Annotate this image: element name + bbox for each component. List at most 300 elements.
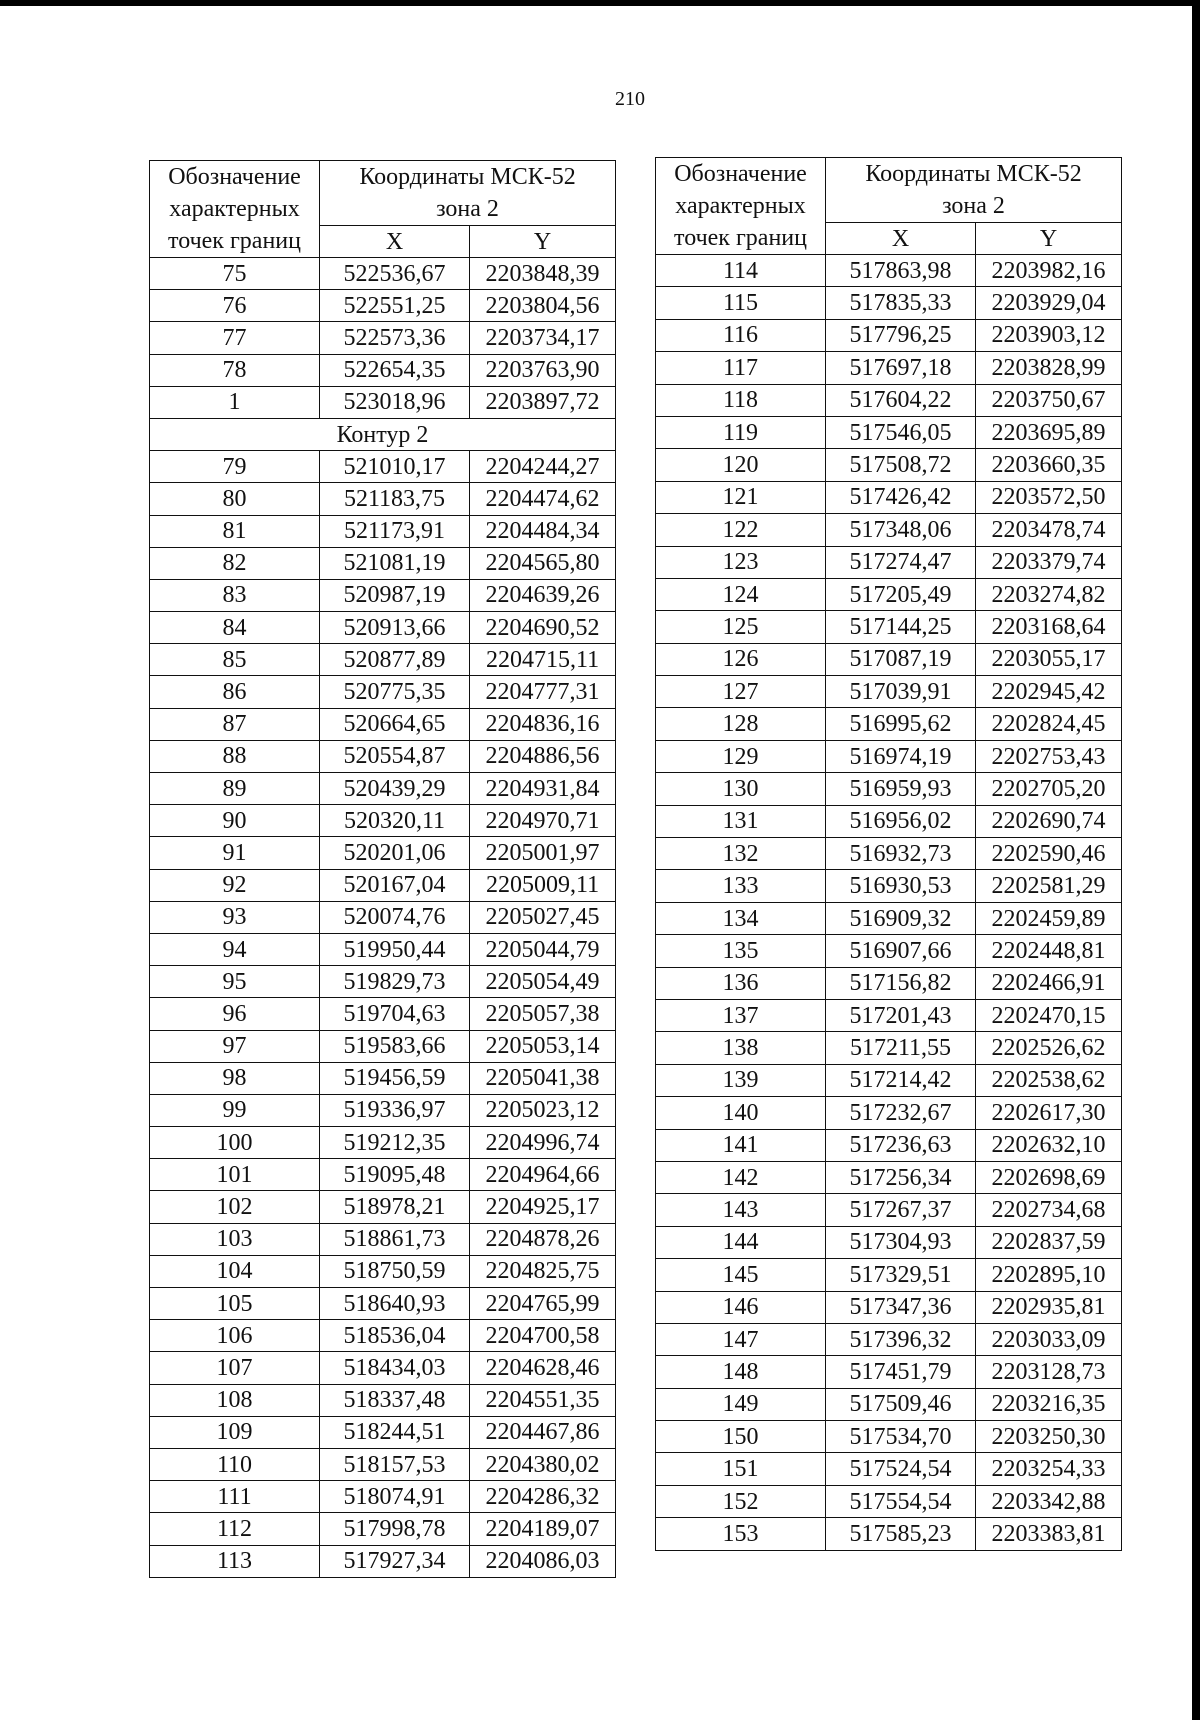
x-coordinate-cell: 516930,53 <box>826 870 976 902</box>
y-coordinate-cell: 2205053,14 <box>470 1030 616 1062</box>
y-coordinate-cell: 2203734,17 <box>470 322 616 354</box>
point-id-cell: 121 <box>656 481 826 513</box>
y-coordinate-cell: 2203216,35 <box>976 1388 1122 1420</box>
x-coordinate-cell: 522654,35 <box>320 354 470 386</box>
page-frame-right <box>1192 0 1200 1720</box>
y-coordinate-cell: 2204964,66 <box>470 1159 616 1191</box>
point-id-cell: 130 <box>656 773 826 805</box>
x-coordinate-cell: 517524,54 <box>826 1453 976 1485</box>
y-coordinate-cell: 2204474,62 <box>470 483 616 515</box>
y-coordinate-cell: 2204825,75 <box>470 1255 616 1287</box>
y-coordinate-cell: 2205057,38 <box>470 998 616 1030</box>
table-row <box>150 483 616 515</box>
header-y: Y <box>470 226 616 258</box>
header-point-label: Обозначение характерных точек границ <box>150 161 320 258</box>
y-coordinate-cell: 2203168,64 <box>976 611 1122 643</box>
point-id-cell: 106 <box>150 1320 320 1352</box>
point-id-cell: 86 <box>150 676 320 708</box>
coordinates-table-right <box>655 157 1122 1551</box>
x-coordinate-cell: 519583,66 <box>320 1030 470 1062</box>
point-id-cell: 83 <box>150 579 320 611</box>
point-id-cell: 98 <box>150 1062 320 1094</box>
table-row <box>656 1226 1122 1258</box>
table-row <box>150 708 616 740</box>
point-id-cell: 136 <box>656 967 826 999</box>
point-id-cell: 120 <box>656 449 826 481</box>
point-id-cell: 119 <box>656 416 826 448</box>
table-row <box>656 1064 1122 1096</box>
x-coordinate-cell: 518157,53 <box>320 1448 470 1480</box>
x-coordinate-cell: 516974,19 <box>826 740 976 772</box>
x-coordinate-cell: 517396,32 <box>826 1323 976 1355</box>
table-row <box>656 1518 1122 1550</box>
point-id-cell: 145 <box>656 1259 826 1291</box>
y-coordinate-cell: 2203033,09 <box>976 1323 1122 1355</box>
table-row <box>150 1288 616 1320</box>
x-coordinate-cell: 518244,51 <box>320 1416 470 1448</box>
y-coordinate-cell: 2203128,73 <box>976 1356 1122 1388</box>
table-row <box>656 902 1122 934</box>
x-coordinate-cell: 517236,63 <box>826 1129 976 1161</box>
point-id-cell: 94 <box>150 933 320 965</box>
table-row <box>150 1416 616 1448</box>
x-coordinate-cell: 517087,19 <box>826 643 976 675</box>
point-id-cell: 126 <box>656 643 826 675</box>
table-row <box>150 1030 616 1062</box>
table-row <box>656 838 1122 870</box>
x-coordinate-cell: 517508,72 <box>826 449 976 481</box>
table-row <box>656 255 1122 287</box>
page-number: 210 <box>615 88 645 110</box>
table-row <box>656 805 1122 837</box>
table-row <box>150 998 616 1030</box>
point-id-cell: 101 <box>150 1159 320 1191</box>
table-row <box>150 644 616 676</box>
point-id-cell: 95 <box>150 966 320 998</box>
point-id-cell: 109 <box>150 1416 320 1448</box>
x-coordinate-cell: 517144,25 <box>826 611 976 643</box>
point-id-cell: 93 <box>150 901 320 933</box>
y-coordinate-cell: 2203572,50 <box>976 481 1122 513</box>
table-row <box>150 1094 616 1126</box>
table-row <box>656 1485 1122 1517</box>
y-coordinate-cell: 2204380,02 <box>470 1448 616 1480</box>
table-row <box>656 1161 1122 1193</box>
table-row <box>150 515 616 547</box>
x-coordinate-cell: 521081,19 <box>320 547 470 579</box>
x-coordinate-cell: 517039,91 <box>826 676 976 708</box>
table-row <box>150 1513 616 1545</box>
y-coordinate-cell: 2202470,15 <box>976 999 1122 1031</box>
y-coordinate-cell: 2202466,91 <box>976 967 1122 999</box>
x-coordinate-cell: 517156,82 <box>826 967 976 999</box>
x-coordinate-cell: 519704,63 <box>320 998 470 1030</box>
table-row <box>656 416 1122 448</box>
y-coordinate-cell: 2204996,74 <box>470 1127 616 1159</box>
table-row <box>656 1194 1122 1226</box>
table-row <box>150 966 616 998</box>
y-coordinate-cell: 2203897,72 <box>470 386 616 418</box>
table-row <box>656 1291 1122 1323</box>
y-coordinate-cell: 2205054,49 <box>470 966 616 998</box>
y-coordinate-cell: 2203695,89 <box>976 416 1122 448</box>
table-body-right <box>656 255 1122 1551</box>
table-row <box>656 1032 1122 1064</box>
y-coordinate-cell: 2203383,81 <box>976 1518 1122 1550</box>
y-coordinate-cell: 2203660,35 <box>976 449 1122 481</box>
table-row <box>656 740 1122 772</box>
x-coordinate-cell: 518861,73 <box>320 1223 470 1255</box>
contour-row <box>150 418 616 450</box>
table-row <box>656 319 1122 351</box>
x-coordinate-cell: 517347,36 <box>826 1291 976 1323</box>
x-coordinate-cell: 518337,48 <box>320 1384 470 1416</box>
x-coordinate-cell: 517863,98 <box>826 255 976 287</box>
table-row <box>656 1129 1122 1161</box>
point-id-cell: 129 <box>656 740 826 772</box>
point-id-cell: 139 <box>656 1064 826 1096</box>
table-row <box>656 935 1122 967</box>
header-coordinates-label: Координаты МСК-52 зона 2 <box>320 161 616 226</box>
point-id-cell: 91 <box>150 837 320 869</box>
table-row <box>656 967 1122 999</box>
y-coordinate-cell: 2204484,34 <box>470 515 616 547</box>
point-id-cell: 82 <box>150 547 320 579</box>
point-id-cell: 143 <box>656 1194 826 1226</box>
point-id-cell: 90 <box>150 805 320 837</box>
y-coordinate-cell: 2202837,59 <box>976 1226 1122 1258</box>
y-coordinate-cell: 2203763,90 <box>470 354 616 386</box>
point-id-cell: 131 <box>656 805 826 837</box>
table-row <box>656 514 1122 546</box>
x-coordinate-cell: 520320,11 <box>320 805 470 837</box>
table-row <box>150 1062 616 1094</box>
point-id-cell: 107 <box>150 1352 320 1384</box>
table-body-left <box>150 258 616 1578</box>
x-coordinate-cell: 518434,03 <box>320 1352 470 1384</box>
x-coordinate-cell: 520913,66 <box>320 612 470 644</box>
x-coordinate-cell: 518750,59 <box>320 1255 470 1287</box>
x-coordinate-cell: 520987,19 <box>320 579 470 611</box>
header-x: X <box>320 226 470 258</box>
table-row <box>150 1255 616 1287</box>
point-id-cell: 146 <box>656 1291 826 1323</box>
x-coordinate-cell: 520074,76 <box>320 901 470 933</box>
x-coordinate-cell: 517267,37 <box>826 1194 976 1226</box>
x-coordinate-cell: 521173,91 <box>320 515 470 547</box>
x-coordinate-cell: 517426,42 <box>826 481 976 513</box>
y-coordinate-cell: 2204639,26 <box>470 579 616 611</box>
header-coordinates-label: Координаты МСК-52 зона 2 <box>826 158 1122 223</box>
x-coordinate-cell: 517348,06 <box>826 514 976 546</box>
table-row <box>656 643 1122 675</box>
y-coordinate-cell: 2202734,68 <box>976 1194 1122 1226</box>
point-id-cell: 81 <box>150 515 320 547</box>
y-coordinate-cell: 2202632,10 <box>976 1129 1122 1161</box>
point-id-cell: 125 <box>656 611 826 643</box>
point-id-cell: 147 <box>656 1323 826 1355</box>
y-coordinate-cell: 2203828,99 <box>976 352 1122 384</box>
table-row <box>656 449 1122 481</box>
y-coordinate-cell: 2204925,17 <box>470 1191 616 1223</box>
point-id-cell: 137 <box>656 999 826 1031</box>
table-row <box>656 287 1122 319</box>
point-id-cell: 99 <box>150 1094 320 1126</box>
point-id-cell: 142 <box>656 1161 826 1193</box>
x-coordinate-cell: 516956,02 <box>826 805 976 837</box>
table-row <box>656 1323 1122 1355</box>
table-row <box>150 322 616 354</box>
y-coordinate-cell: 2203055,17 <box>976 643 1122 675</box>
table-row <box>150 1159 616 1191</box>
point-id-cell: 100 <box>150 1127 320 1159</box>
y-coordinate-cell: 2202895,10 <box>976 1259 1122 1291</box>
y-coordinate-cell: 2204628,46 <box>470 1352 616 1384</box>
table-row <box>150 290 616 322</box>
y-coordinate-cell: 2202581,29 <box>976 870 1122 902</box>
y-coordinate-cell: 2202617,30 <box>976 1097 1122 1129</box>
point-id-cell: 148 <box>656 1356 826 1388</box>
y-coordinate-cell: 2202526,62 <box>976 1032 1122 1064</box>
table-row <box>656 546 1122 578</box>
y-coordinate-cell: 2203379,74 <box>976 546 1122 578</box>
y-coordinate-cell: 2204286,32 <box>470 1481 616 1513</box>
table-row <box>150 1223 616 1255</box>
point-id-cell: 149 <box>656 1388 826 1420</box>
y-coordinate-cell: 2202935,81 <box>976 1291 1122 1323</box>
x-coordinate-cell: 517201,43 <box>826 999 976 1031</box>
point-id-cell: 75 <box>150 258 320 290</box>
table-row <box>150 740 616 772</box>
x-coordinate-cell: 521010,17 <box>320 451 470 483</box>
point-id-cell: 152 <box>656 1485 826 1517</box>
y-coordinate-cell: 2204700,58 <box>470 1320 616 1352</box>
y-coordinate-cell: 2205009,11 <box>470 869 616 901</box>
y-coordinate-cell: 2204878,26 <box>470 1223 616 1255</box>
x-coordinate-cell: 520664,65 <box>320 708 470 740</box>
point-id-cell: 124 <box>656 578 826 610</box>
point-id-cell: 138 <box>656 1032 826 1064</box>
x-coordinate-cell: 522536,67 <box>320 258 470 290</box>
table-row <box>656 352 1122 384</box>
y-coordinate-cell: 2202538,62 <box>976 1064 1122 1096</box>
x-coordinate-cell: 517451,79 <box>826 1356 976 1388</box>
y-coordinate-cell: 2204551,35 <box>470 1384 616 1416</box>
y-coordinate-cell: 2202459,89 <box>976 902 1122 934</box>
point-id-cell: 135 <box>656 935 826 967</box>
x-coordinate-cell: 517211,55 <box>826 1032 976 1064</box>
x-coordinate-cell: 517796,25 <box>826 319 976 351</box>
table-row <box>150 1352 616 1384</box>
point-id-cell: 97 <box>150 1030 320 1062</box>
point-id-cell: 114 <box>656 255 826 287</box>
y-coordinate-cell: 2204836,16 <box>470 708 616 740</box>
x-coordinate-cell: 517214,42 <box>826 1064 976 1096</box>
x-coordinate-cell: 516932,73 <box>826 838 976 870</box>
table-row <box>656 999 1122 1031</box>
x-coordinate-cell: 517554,54 <box>826 1485 976 1517</box>
header-y: Y <box>976 223 1122 255</box>
point-id-cell: 88 <box>150 740 320 772</box>
x-coordinate-cell: 517835,33 <box>826 287 976 319</box>
table-row <box>656 708 1122 740</box>
point-id-cell: 87 <box>150 708 320 740</box>
y-coordinate-cell: 2203848,39 <box>470 258 616 290</box>
point-id-cell: 116 <box>656 319 826 351</box>
x-coordinate-cell: 517232,67 <box>826 1097 976 1129</box>
table-row <box>656 481 1122 513</box>
x-coordinate-cell: 516959,93 <box>826 773 976 805</box>
x-coordinate-cell: 517256,34 <box>826 1161 976 1193</box>
x-coordinate-cell: 519336,97 <box>320 1094 470 1126</box>
point-id-cell: 151 <box>656 1453 826 1485</box>
table-row <box>150 354 616 386</box>
x-coordinate-cell: 523018,96 <box>320 386 470 418</box>
point-id-cell: 92 <box>150 869 320 901</box>
table-row <box>656 676 1122 708</box>
x-coordinate-cell: 519212,35 <box>320 1127 470 1159</box>
x-coordinate-cell: 522551,25 <box>320 290 470 322</box>
point-id-cell: 89 <box>150 773 320 805</box>
x-coordinate-cell: 518074,91 <box>320 1481 470 1513</box>
point-id-cell: 115 <box>656 287 826 319</box>
y-coordinate-cell: 2205027,45 <box>470 901 616 933</box>
table-row <box>150 1127 616 1159</box>
y-coordinate-cell: 2203982,16 <box>976 255 1122 287</box>
table-row <box>656 1388 1122 1420</box>
point-id-cell: 113 <box>150 1545 320 1577</box>
point-id-cell: 144 <box>656 1226 826 1258</box>
y-coordinate-cell: 2204970,71 <box>470 805 616 837</box>
page-frame-top <box>0 0 1200 6</box>
point-id-cell: 117 <box>656 352 826 384</box>
y-coordinate-cell: 2202945,42 <box>976 676 1122 708</box>
table-row <box>656 1097 1122 1129</box>
point-id-cell: 105 <box>150 1288 320 1320</box>
x-coordinate-cell: 517998,78 <box>320 1513 470 1545</box>
y-coordinate-cell: 2203250,30 <box>976 1421 1122 1453</box>
table-row <box>150 547 616 579</box>
x-coordinate-cell: 517274,47 <box>826 546 976 578</box>
y-coordinate-cell: 2203254,33 <box>976 1453 1122 1485</box>
table-row <box>150 1384 616 1416</box>
table-row <box>150 773 616 805</box>
point-id-cell: 122 <box>656 514 826 546</box>
table-row <box>656 870 1122 902</box>
table-row <box>656 1453 1122 1485</box>
point-id-cell: 132 <box>656 838 826 870</box>
y-coordinate-cell: 2203903,12 <box>976 319 1122 351</box>
x-coordinate-cell: 517304,93 <box>826 1226 976 1258</box>
y-coordinate-cell: 2205044,79 <box>470 933 616 965</box>
coordinates-table-left <box>149 160 616 1578</box>
y-coordinate-cell: 2204777,31 <box>470 676 616 708</box>
point-id-cell: 133 <box>656 870 826 902</box>
x-coordinate-cell: 517329,51 <box>826 1259 976 1291</box>
y-coordinate-cell: 2205001,97 <box>470 837 616 869</box>
table-row <box>150 933 616 965</box>
y-coordinate-cell: 2203750,67 <box>976 384 1122 416</box>
y-coordinate-cell: 2203274,82 <box>976 578 1122 610</box>
x-coordinate-cell: 518978,21 <box>320 1191 470 1223</box>
y-coordinate-cell: 2204189,07 <box>470 1513 616 1545</box>
y-coordinate-cell: 2202753,43 <box>976 740 1122 772</box>
point-id-cell: 141 <box>656 1129 826 1161</box>
header-point-label: Обозначение характерных точек границ <box>656 158 826 255</box>
table-row <box>656 611 1122 643</box>
point-id-cell: 118 <box>656 384 826 416</box>
point-id-cell: 108 <box>150 1384 320 1416</box>
point-id-cell: 150 <box>656 1421 826 1453</box>
x-coordinate-cell: 517534,70 <box>826 1421 976 1453</box>
x-coordinate-cell: 520167,04 <box>320 869 470 901</box>
point-id-cell: 102 <box>150 1191 320 1223</box>
table-row <box>150 869 616 901</box>
y-coordinate-cell: 2202448,81 <box>976 935 1122 967</box>
point-id-cell: 140 <box>656 1097 826 1129</box>
y-coordinate-cell: 2202824,45 <box>976 708 1122 740</box>
x-coordinate-cell: 516907,66 <box>826 935 976 967</box>
x-coordinate-cell: 516995,62 <box>826 708 976 740</box>
x-coordinate-cell: 517604,22 <box>826 384 976 416</box>
y-coordinate-cell: 2204715,11 <box>470 644 616 676</box>
y-coordinate-cell: 2202590,46 <box>976 838 1122 870</box>
table-row <box>150 837 616 869</box>
point-id-cell: 77 <box>150 322 320 354</box>
table-row <box>656 1421 1122 1453</box>
y-coordinate-cell: 2204467,86 <box>470 1416 616 1448</box>
y-coordinate-cell: 2203478,74 <box>976 514 1122 546</box>
point-id-cell: 104 <box>150 1255 320 1287</box>
y-coordinate-cell: 2203929,04 <box>976 287 1122 319</box>
table-row <box>150 901 616 933</box>
point-id-cell: 153 <box>656 1518 826 1550</box>
y-coordinate-cell: 2202705,20 <box>976 773 1122 805</box>
table-row <box>150 805 616 837</box>
x-coordinate-cell: 519095,48 <box>320 1159 470 1191</box>
x-coordinate-cell: 518640,93 <box>320 1288 470 1320</box>
x-coordinate-cell: 519950,44 <box>320 933 470 965</box>
point-id-cell: 84 <box>150 612 320 644</box>
table-row <box>150 1448 616 1480</box>
x-coordinate-cell: 518536,04 <box>320 1320 470 1352</box>
table-row <box>150 386 616 418</box>
point-id-cell: 111 <box>150 1481 320 1513</box>
x-coordinate-cell: 517697,18 <box>826 352 976 384</box>
x-coordinate-cell: 520201,06 <box>320 837 470 869</box>
point-id-cell: 80 <box>150 483 320 515</box>
table-row <box>150 1320 616 1352</box>
x-coordinate-cell: 517585,23 <box>826 1518 976 1550</box>
table-row <box>150 451 616 483</box>
y-coordinate-cell: 2203804,56 <box>470 290 616 322</box>
point-id-cell: 96 <box>150 998 320 1030</box>
x-coordinate-cell: 521183,75 <box>320 483 470 515</box>
y-coordinate-cell: 2205041,38 <box>470 1062 616 1094</box>
point-id-cell: 127 <box>656 676 826 708</box>
point-id-cell: 134 <box>656 902 826 934</box>
y-coordinate-cell: 2203342,88 <box>976 1485 1122 1517</box>
header-x: X <box>826 223 976 255</box>
x-coordinate-cell: 520775,35 <box>320 676 470 708</box>
y-coordinate-cell: 2202690,74 <box>976 805 1122 837</box>
point-id-cell: 85 <box>150 644 320 676</box>
y-coordinate-cell: 2205023,12 <box>470 1094 616 1126</box>
point-id-cell: 78 <box>150 354 320 386</box>
x-coordinate-cell: 517927,34 <box>320 1545 470 1577</box>
table-row <box>150 1481 616 1513</box>
table-row <box>150 676 616 708</box>
